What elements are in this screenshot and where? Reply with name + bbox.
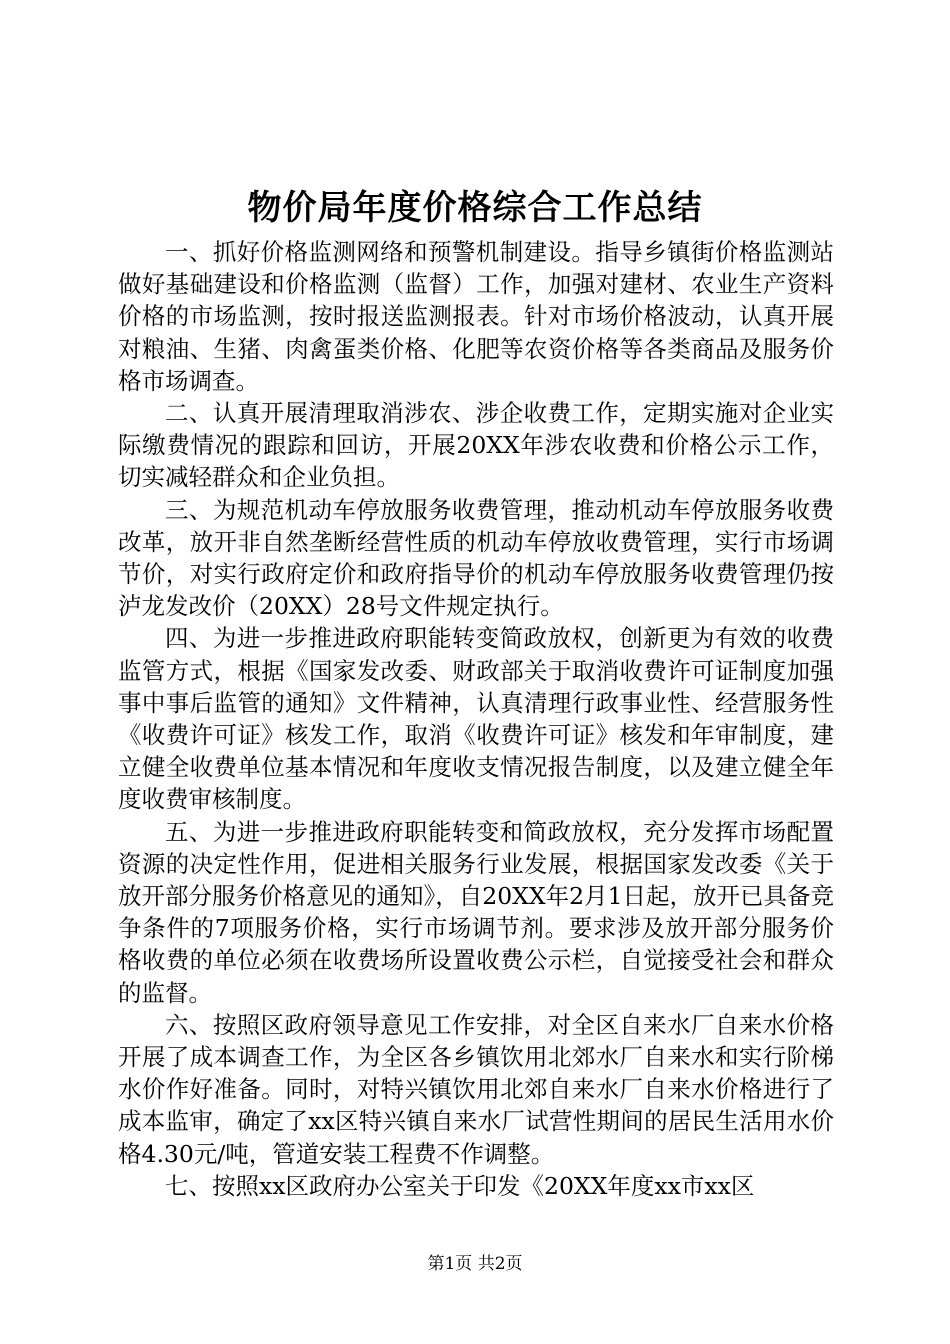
paragraph-2: 二、认真开展清理取消涉农、涉企收费工作，定期实施对企业实际缴费情况的跟踪和回访，开展20XX年涉农收费和价格公示工作，切实减轻群众和企业负担。	[118, 399, 834, 492]
document-body	[118, 236, 834, 1202]
paragraph-6: 六、按照区政府领导意见工作安排，对全区自来水厂自来水价格开展了成本调查工作，为全区各乡镇饮用北郊水厂自来水和实行阶梯水价作好准备。同时，对特兴镇饮用北郊自来水厂自来水价格进行了成本监审，确定了xx区特兴镇自来水厂试营性期间的居民生活用水价格4.30元/吨，管道安装工程费不作调整。	[118, 1010, 834, 1168]
paragraph-4: 四、为进一步推进政府职能转变简政放权，创新更为有效的收费监管方式，根据《国家发改委、财政部关于取消收费许可证制度加强事中事后监管的通知》文件精神，认真清理行政事业性、经营服务性《收费许可证》核发工作，取消《收费许可证》核发和年审制度，建立健全收费单位基本情况和年度收支情况报告制度，以及建立健全年度收费审核制度。	[118, 624, 834, 814]
paragraph-5: 五、为进一步推进政府职能转变和简政放权，充分发挥市场配置资源的决定性作用，促进相关服务行业发展，根据国家发改委《关于放开部分服务价格意见的通知》，自20XX年2月1日起，放开已具备竞争条件的7项服务价格，实行市场调节剂。要求涉及放开部分服务价格收费的单位必须在收费场所设置收费公示栏，自觉接受社会和群众的监督。	[118, 817, 835, 1007]
document-title: 物价局年度价格综合工作总结	[247, 188, 703, 228]
paragraph-3: 三、为规范机动车停放服务收费管理，推动机动车停放服务收费改革，放开非自然垄断经营性质的机动车停放收费管理，实行市场调节价，对实行政府定价和政府指导价的机动车停放服务收费管理仍按泸龙发改价（20XX）28号文件规定执行。	[118, 495, 834, 621]
paragraph-1: 一、抓好价格监测网络和预警机制建设。指导乡镇街价格监测站做好基础建设和价格监测（监督）工作，加强对建材、农业生产资料价格的市场监测，按时报送监测报表。针对市场价格波动，认真开展对粮油、生猪、肉禽蛋类价格、化肥等农资价格等各类商品及服务价格市场调查。	[118, 238, 834, 395]
page-number-footer: 第1页 共2页	[427, 1254, 523, 1274]
paragraph-7: 七、按照xx区政府办公室关于印发《20XX年度xx市xx区	[165, 1171, 755, 1200]
